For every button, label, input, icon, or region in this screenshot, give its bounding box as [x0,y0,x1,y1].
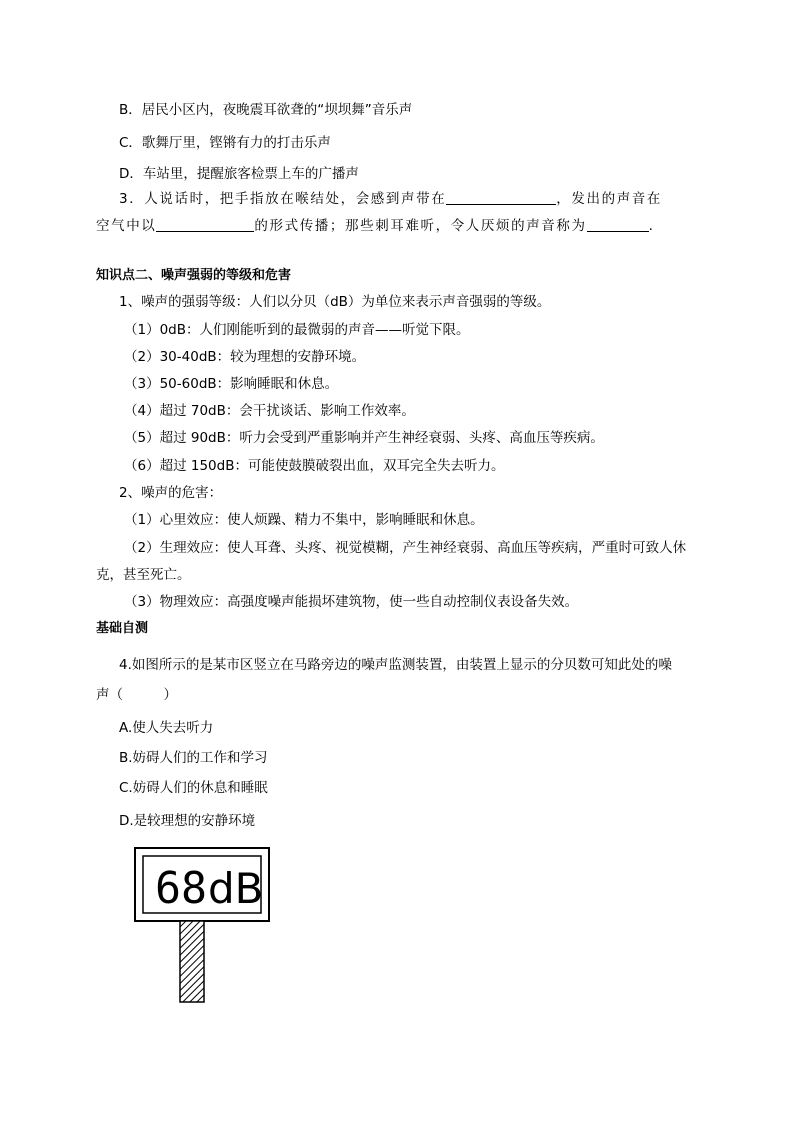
q3-text-b: ，发出的声音在 [556,191,662,207]
self-test-title: 基础自测 [96,621,149,636]
q3-text-a: 3．人说话时，把手指放在喉结处，会感到声带在 [119,191,447,207]
level-item-2: （2）30-40dB：较为理想的安静环境。 [124,349,366,365]
q2-option-d: D．车站里，提醒旅客检票上车的广播声 [119,166,359,182]
level-item-3: （3）50-60dB：影响睡眠和休息。 [124,376,339,392]
q2-option-b: B．居民小区内，夜晚震耳欲聋的“坝坝舞”音乐声 [119,102,413,118]
level-item-6: （6）超过 150dB：可能使鼓膜破裂出血，双耳完全失去听力。 [124,458,505,474]
q3-line-2 [96,217,655,235]
q4-option-c: C.妨碍人们的休息和睡眠 [119,780,268,796]
noise-monitor-figure [133,846,275,1010]
levels-heading: 1、噪声的强弱等级：人们以分贝（dB）为单位来表示声音强弱的等级。 [119,294,551,310]
q3-text-c: 空气中以 [96,218,157,234]
harms-heading: 2、噪声的危害： [119,485,223,501]
harm-item-2-line-2: 克，甚至死亡。 [96,567,191,583]
q3-line-1 [119,190,662,208]
q3-blank-2 [156,217,254,232]
q2-option-c: C．歌舞厅里，铿锵有力的打击乐声 [119,135,331,151]
sign-post [180,921,204,1002]
level-item-1: （1）0dB：人们刚能听到的最微弱的声音——听觉下限。 [124,322,470,338]
q4-option-b: B.妨碍人们的工作和学习 [119,750,268,766]
q3-blank-3 [587,217,649,232]
harm-item-3: （3）物理效应：高强度噪声能损坏建筑物，使一些自动控制仪表设备失效。 [124,594,579,610]
section-2-title: 知识点二、噪声强弱的等级和危害 [96,268,292,283]
level-item-5: （5）超过 90dB：听力会受到严重影响并产生神经衰弱、头疼、高血压等疾病。 [124,430,604,446]
q4-option-d: D.是较理想的安静环境 [119,813,256,829]
q3-text-d: 的形式传播；那些刺耳难听，令人厌烦的声音称为 [254,218,587,234]
q3-blank-1 [446,190,556,205]
q3-text-e: . [648,218,655,234]
q4-line-1: 4.如图所示的是某市区竖立在马路旁边的噪声监测装置，由装置上显示的分贝数可知此处的噪 [119,657,672,673]
display-unit: dB [208,864,264,913]
harm-item-1: （1）心里效应：使人烦躁、精力不集中，影响睡眠和休息。 [124,512,484,528]
harm-item-2-line-1: （2）生理效应：使人耳聋、头疼、视觉模糊，产生神经衰弱、高血压等疾病，严重时可致人休 [124,540,687,556]
level-item-4: （4）超过 70dB：会干扰谈话、影响工作效率。 [124,403,415,419]
q4-line-2: 声（ ） [96,687,177,703]
display-digits: 68 [155,863,207,914]
q4-option-a: A.使人失去听力 [119,720,214,736]
